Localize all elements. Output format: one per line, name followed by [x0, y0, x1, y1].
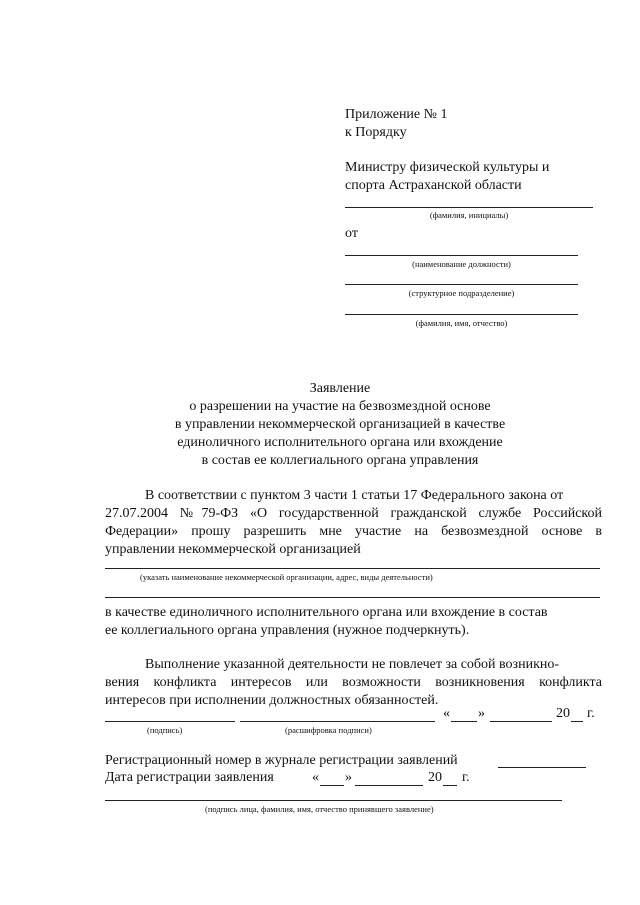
- registration-number-line: [498, 767, 586, 768]
- body-p2-line-2: ее коллегиального органа управления (нужное подчеркнуть).: [105, 623, 470, 638]
- receiver-line: [105, 800, 562, 801]
- registration-date-label: Дата регистрации заявления: [105, 770, 274, 785]
- title-line-1: Заявление: [309, 381, 371, 396]
- registration-date-open: «: [312, 770, 319, 785]
- signature-month-line: [490, 721, 552, 722]
- department-line: [345, 284, 578, 285]
- organization-caption: (указать наименование некоммерческой организации, адрес, виды деятельности): [140, 572, 433, 582]
- body-p2-line-1: в качестве единоличного исполнительного органа или вхождение в состав: [105, 605, 548, 620]
- signature-line: [105, 721, 235, 722]
- registration-number-label: Регистрационный номер в журнале регистрации заявлений: [105, 753, 458, 768]
- title-line-3: в управлении некоммерческой организацией в качестве: [174, 417, 506, 432]
- position-line: [345, 255, 578, 256]
- signature-year-prefix: 20: [556, 706, 570, 721]
- addressee-line-1: Министру физической культуры и: [345, 160, 550, 175]
- body-p1-line-2: 27.07.2004 №79-ФЗ «О государственной гражданской службе Российской: [105, 506, 602, 521]
- position-caption: (наименование должности): [412, 259, 511, 269]
- signature-decoding-line: [240, 721, 435, 722]
- registration-date-close: »: [345, 770, 352, 785]
- organization-line: [105, 568, 600, 569]
- signature-decoding-caption: (расшифровка подписи): [285, 725, 372, 735]
- from-label: от: [345, 226, 358, 241]
- body-p3-line-1: Выполнение указанной деятельности не повлечет за собой возникно-: [145, 657, 560, 672]
- registration-year-prefix: 20: [428, 770, 442, 785]
- registration-year-line: [443, 785, 457, 786]
- department-caption: (структурное подразделение): [408, 288, 515, 298]
- order-label: к Порядку: [345, 125, 407, 140]
- fio-full-line: [345, 314, 578, 315]
- registration-year-suffix: г.: [462, 770, 470, 785]
- organization-line-2: [105, 597, 600, 598]
- signature-year-line: [571, 721, 583, 722]
- receiver-caption: (подпись лица, фамилия, имя, отчество принявшего заявление): [205, 804, 434, 814]
- body-p1-line-1: В соответствии с пунктом 3 части 1 статьи 17 Федерального закона от: [145, 488, 564, 503]
- title-line-4: единоличного исполнительного органа или вхождение: [177, 435, 503, 450]
- fio-initials-line: [345, 207, 593, 208]
- signature-caption: (подпись): [147, 725, 183, 735]
- registration-day-line: [320, 785, 344, 786]
- title-line-5: в состав ее коллегиального органа управления: [201, 453, 479, 468]
- signature-day-line: [451, 721, 477, 722]
- addressee-line-2: спорта Астраханской области: [345, 178, 522, 193]
- fio-initials-caption: (фамилия, инициалы): [429, 210, 509, 220]
- title-line-2: о разрешении на участие на безвозмездной основе: [189, 399, 491, 414]
- appendix-label: Приложение № 1: [345, 107, 448, 122]
- body-p3-line-3: интересов при исполнении должностных обязанностей.: [105, 693, 439, 708]
- signature-date-open: «: [443, 706, 450, 721]
- registration-month-line: [355, 785, 423, 786]
- fio-full-caption: (фамилия, имя, отчество): [415, 318, 508, 328]
- body-p1-line-4: управлении некоммерческой организацией: [105, 542, 361, 557]
- signature-year-suffix: г.: [587, 706, 595, 721]
- body-p1-line-3: Федерации» прошу разрешить мне участие на безвозмездной основе в: [105, 524, 602, 539]
- body-p3-line-2: вения конфликта интересов или возможности возникновения конфликта: [105, 675, 602, 690]
- signature-date-close: »: [478, 706, 485, 721]
